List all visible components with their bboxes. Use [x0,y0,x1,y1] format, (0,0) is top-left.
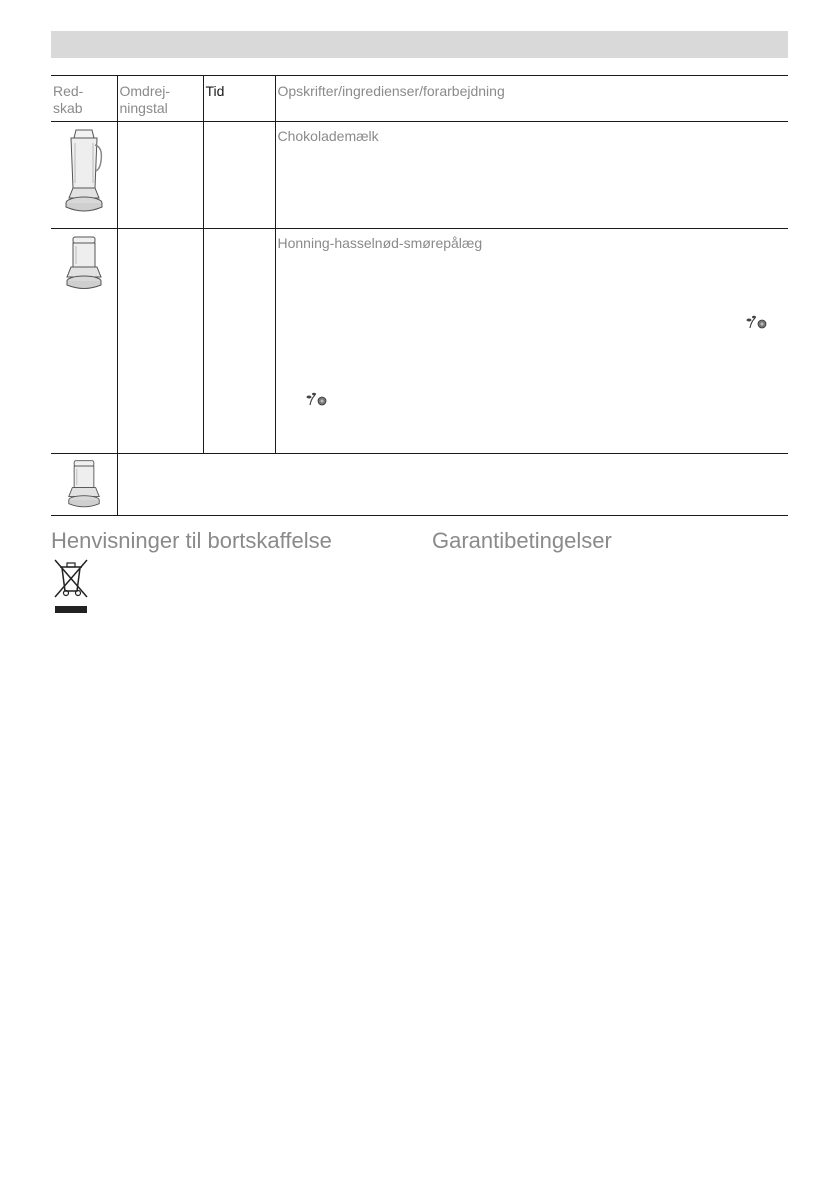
disposal-heading: Henvisninger til bortskaffelse [51,528,332,553]
table-row [51,454,788,516]
chopper-bowl-icon [64,458,104,510]
recipe-cell [275,229,788,454]
crossed-bin-icon [52,557,90,615]
herb-icon [746,314,768,330]
chopper-bowl-icon [64,234,104,292]
header-tool [51,76,117,122]
header-recipe [275,76,788,122]
header-speed [117,76,203,122]
table-header-row [51,76,788,122]
tool-cell [51,229,117,454]
recipe-cell [275,122,788,229]
header-time [203,76,275,122]
header-band [51,31,788,58]
time-cell [203,229,275,454]
warranty-heading: Garantibetingelser [432,528,612,553]
header-tool-label: Red- skab [53,83,84,116]
header-time-label: Tid [205,83,225,99]
tool-cell [51,454,117,516]
recipe-title: Chokolademælk [277,128,379,144]
table-row [51,229,788,454]
speed-cell [117,122,203,229]
speed-cell [117,229,203,454]
merged-cell [117,454,788,516]
header-recipe-label: Opskrifter/ingredienser/forarbejdning [277,83,505,99]
header-speed-label: Omdrej- ningstal [119,83,171,116]
recipe-table [51,75,788,516]
tool-cell [51,122,117,229]
time-cell [203,122,275,229]
herb-icon [306,391,328,407]
blender-jug-icon [62,127,106,217]
recipe-title: Honning-hasselnød-smørepålæg [277,235,483,251]
table-row [51,122,788,229]
